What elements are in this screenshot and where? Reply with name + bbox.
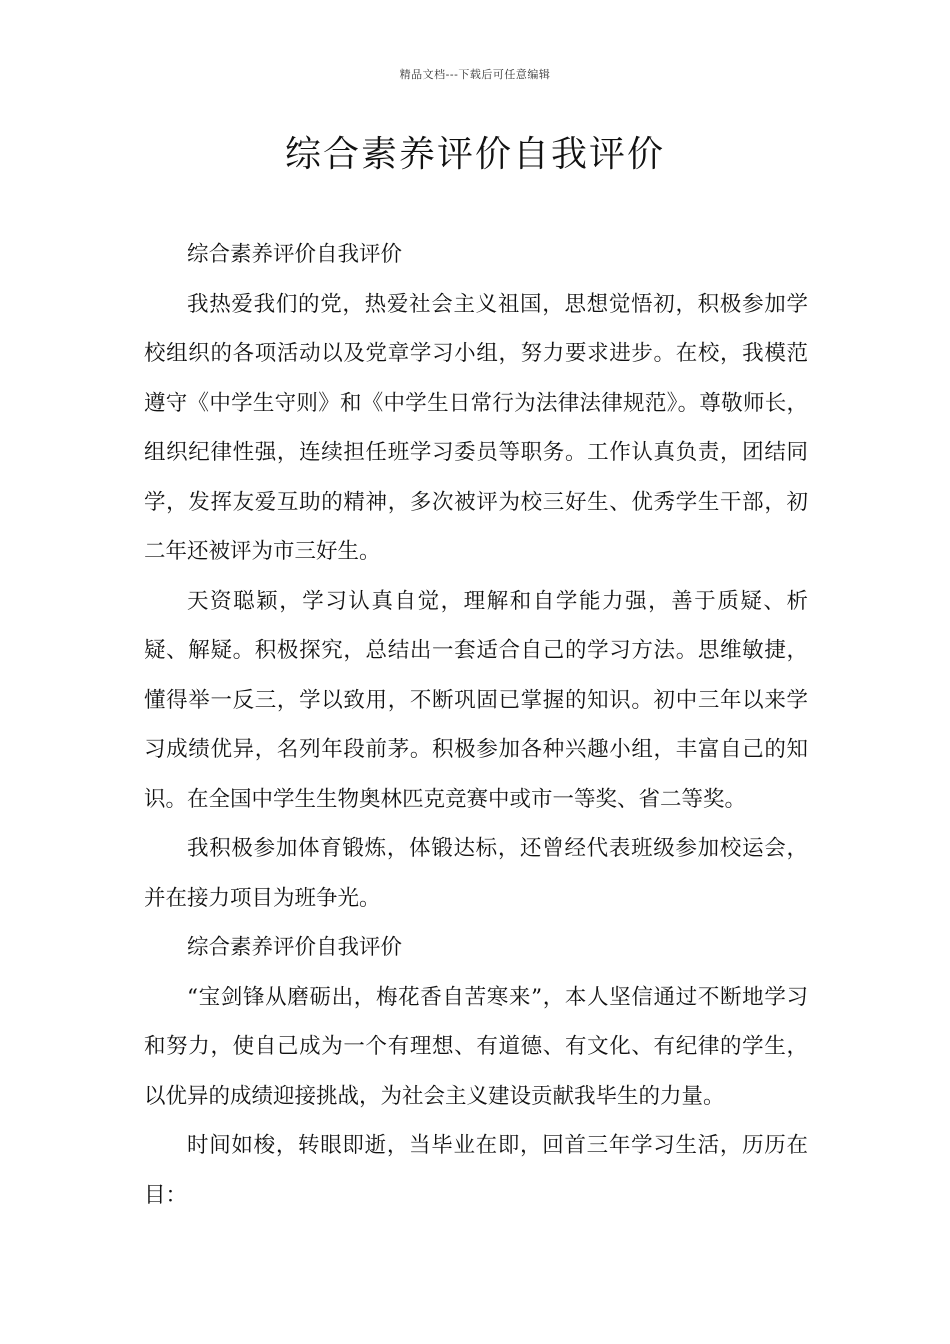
paragraph: 我热爱我们的党，热爱社会主义祖国，思想觉悟初，积极参加学校组织的各项活动以及党章学习小组，努力要求进步。在校，我模范遵守《中学生守则》和《中学生日常行为法律法律规范》。尊敬师长，组织纪律性强，连续担任班学习委员等职务。工作认真负责，团结同学，发挥友爱互助的精神，多次被评为校三好生、优秀学生干部，初二年还被评为市三好生。 [144, 291, 808, 564]
paragraph: 时间如梭，转眼即逝，当毕业在即，回首三年学习生活，历历在目： [144, 1133, 808, 1208]
document-body [144, 230, 808, 1220]
paragraph: 综合素养评价自我评价 [187, 935, 403, 960]
paragraph: 综合素养评价自我评价 [187, 242, 403, 267]
paragraph: 我积极参加体育锻炼，体锻达标，还曾经代表班级参加校运会，并在接力项目为班争光。 [144, 836, 808, 911]
header-note: 精品文档---下载后可任意编辑 [399, 68, 551, 81]
paragraph: 天资聪颖，学习认真自觉，理解和自学能力强，善于质疑、析疑、解疑。积极探究，总结出一套适合自己的学习方法。思维敏捷，懂得举一反三，学以致用，不断巩固已掌握的知识。初中三年以来学习成绩优异，名列年段前茅。积极参加各种兴趣小组，丰富自己的知识。在全国中学生生物奥林匹克竞赛中或市一等奖、省二等奖。 [144, 588, 808, 812]
paragraph: “宝剑锋从磨砺出，梅花香自苦寒来”，本人坚信通过不断地学习和努力，使自己成为一个有理想、有道德、有文化、有纪律的学生，以优异的成绩迎接挑战，为社会主义建设贡献我毕生的力量。 [144, 984, 808, 1109]
document-title: 综合素养评价自我评价 [284, 134, 665, 175]
